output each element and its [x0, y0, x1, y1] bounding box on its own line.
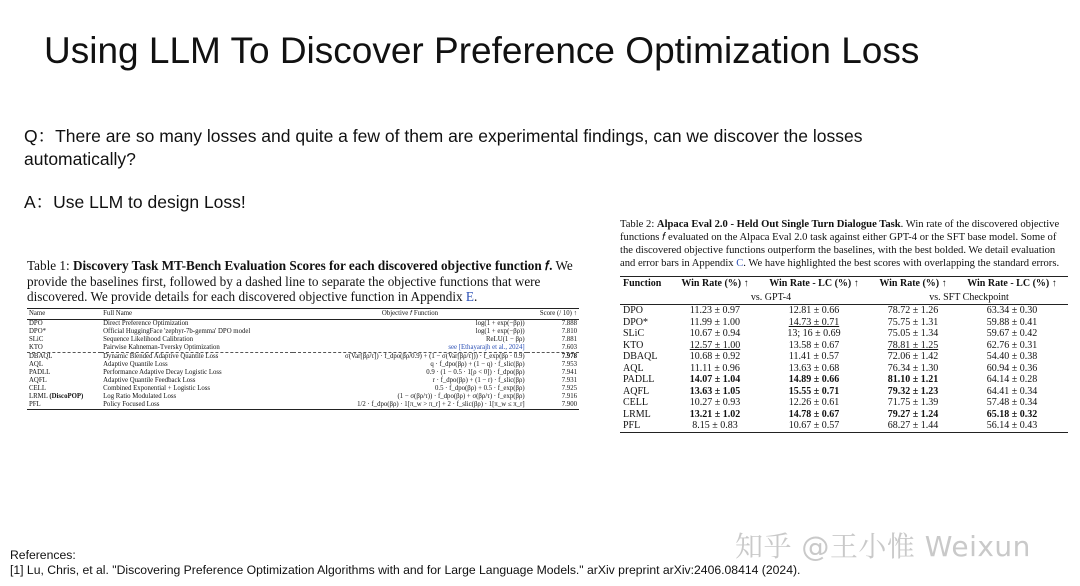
table2-cell-value: 14.78 ± 0.67	[788, 408, 840, 420]
table1-row	[27, 385, 579, 393]
table1-row	[27, 393, 579, 401]
table2-appendix-link[interactable]: C	[736, 258, 744, 269]
table1-cell-name	[27, 393, 101, 401]
table1-row	[27, 344, 579, 353]
table1-caption	[27, 258, 579, 305]
table1-cell-name: DBAQL	[27, 352, 101, 361]
table2-row	[620, 397, 1068, 409]
table1-row	[27, 336, 579, 344]
table2-cell-value: 79.32 ± 1.23	[887, 385, 939, 397]
table2-cell-function: KTO	[623, 339, 644, 351]
table1-row	[27, 377, 579, 385]
table1-cell-full-name: Log Ratio Modulated Loss	[103, 392, 177, 400]
table1-cell-full-name: Policy Focused Loss	[101, 401, 293, 410]
table1-cell-name: DPO*	[29, 327, 46, 335]
table2-row	[620, 328, 1068, 340]
table1-cell-objective: log(1 + exp(−βρ))	[475, 319, 525, 327]
table2-header-row	[620, 277, 1068, 291]
table2-cell-value: 76.34 ± 1.30	[887, 362, 939, 374]
table2-label: Table 2:	[620, 219, 655, 230]
table1-cell-score: 7.931	[561, 376, 577, 384]
table1-cell-objective: (1 − σ(βρ/τ)) · f_dpo(βρ) + σ(βρ/τ) · f_exp(βρ)	[397, 392, 525, 400]
table2-cell-function: DPO	[623, 305, 644, 316]
table2-caption	[620, 218, 1068, 270]
table2-cell-value: 12.26 ± 0.61	[788, 397, 840, 408]
table2-cell-value: 15.55 ± 0.71	[788, 385, 840, 397]
table2-row	[620, 351, 1068, 363]
table1-cell-name: AQFL	[29, 376, 47, 384]
table1-row	[27, 352, 579, 361]
table2-cell-value: 10.27 ± 0.93	[689, 397, 741, 408]
table2-cell-value: 81.10 ± 1.21	[887, 374, 939, 385]
table1-cell-name-extra: (DiscoPOP)	[49, 392, 84, 400]
table1-cell-name: AQL	[29, 360, 43, 368]
table2-cell-value: 71.75 ± 1.39	[887, 397, 939, 408]
reference-item: [1] Lu, Chris, et al. "Discovering Preference Optimization Algorithms with and for Large Language Models." arXiv preprint arXiv:2406.08414 (2024).	[10, 563, 801, 577]
table2-cell-value: 13.58 ± 0.67	[788, 339, 840, 351]
table1-cell-objective: log(1 + exp(−βρ))	[475, 327, 525, 335]
table2-subheader-sft: vs. SFT Checkpoint	[870, 291, 1068, 305]
table2-cell-value: 56.14 ± 0.43	[956, 420, 1068, 432]
table2-cell-value: 10.68 ± 0.92	[689, 351, 741, 362]
table1-cell-objective: 0.5 · f_dpo(βρ) + 0.5 · f_exp(βρ)	[434, 384, 525, 392]
table2-cell-value: 57.48 ± 0.34	[986, 397, 1038, 408]
table1-cell-name: KTO	[29, 343, 43, 351]
table2-cell-value: 10.67 ± 0.57	[758, 420, 870, 432]
table1-header-score: Score (/ 10) ↑	[527, 308, 579, 319]
table1-cell-objective: 1/2 · f_dpo(βρ) · 1[π_w > π_r] + 2 · f_slic(βρ) · 1[π_w ≤ π_r]	[293, 401, 526, 410]
table1-cell-score: 7.603	[561, 343, 577, 351]
table2-cell-value: 14.07 ± 1.04	[689, 374, 741, 385]
table2-row	[620, 374, 1068, 386]
table2-cell-value: 13.63 ± 0.68	[788, 362, 840, 374]
table1-cell-objective: σ(Var[βρ/τ]) · f_dpo(βρ/0.9) + (1 − σ(Var[βρ/τ])) · f_exp(βρ · 0.9)	[293, 352, 526, 361]
table1-bold-title: Discovery Task MT-Bench Evaluation Scores for each discovered objective function	[72, 258, 542, 273]
table2-header-winrate-lc-sft: Win Rate - LC (%) ↑	[956, 277, 1068, 291]
table2-cell-value: 75.05 ± 1.34	[887, 328, 939, 339]
table1-cell-objective: see [Ethayarajh et al., 2024]	[448, 343, 525, 351]
table2-cell-function: PFL	[620, 420, 672, 432]
table2-cell-value: 13.63 ± 1.05	[689, 385, 741, 397]
table1-cell-score: 7.888	[561, 319, 577, 327]
table2-row	[620, 409, 1068, 421]
table2-cell-value: 78.72 ± 1.26	[887, 305, 939, 316]
table1-cell-full-name: Dynamic Blended Adaptive Quantile Loss	[101, 352, 293, 361]
table1-cell-score: 7.881	[561, 335, 577, 343]
table2-cell-value: 12.57 ± 1.00	[689, 339, 741, 351]
table2-header-winrate-gpt4: Win Rate (%) ↑	[672, 277, 758, 291]
table2-cell-value: 79.27 ± 1.24	[887, 408, 939, 420]
table2-row	[620, 363, 1068, 375]
table1-cell-score: 7.925	[561, 384, 577, 392]
table1-header-name: Name	[27, 308, 101, 319]
table2-cell-value: 13; 16 ± 0.69	[787, 328, 841, 339]
table2-cell-value: 59.67 ± 0.42	[986, 328, 1038, 339]
table2-cell-value: 54.40 ± 0.38	[986, 351, 1038, 362]
table1-cell-objective: 0.9 · (1 − 0.5 · 1[ρ < 0]) · f_dpo(βρ)	[426, 368, 525, 376]
table2-cell-value: 64.14 ± 0.28	[986, 374, 1038, 385]
table1-caption-end: .	[473, 289, 478, 304]
table2-caption-end: . We have highlighted the best scores with overlapping the standard errors.	[743, 258, 1060, 269]
table1-cell-name-text: LRML	[29, 392, 48, 400]
zhihu-watermark: 知乎 @王小惟 Weixun	[735, 530, 1031, 563]
table2-cell-value: 11.11 ± 0.96	[690, 362, 740, 374]
table2-cell-value: 62.76 ± 0.31	[986, 339, 1038, 351]
table1-cell-full-name: Sequence Likelihood Calibration	[103, 335, 193, 343]
table2-row	[620, 317, 1068, 329]
table1-row	[27, 319, 579, 328]
table1-cell-full-name: Performance Adaptive Decay Logistic Loss	[103, 368, 222, 376]
table1-cell-full-name: Direct Preference Optimization	[103, 319, 189, 327]
table2-cell-value: 12.81 ± 0.66	[788, 305, 840, 316]
table2-figure	[620, 218, 1068, 433]
table2-cell-function: AQL	[623, 362, 644, 374]
table1-cell-score: 7.900	[527, 401, 579, 410]
table2-cell-function: DPO*	[623, 316, 649, 328]
table1-cell-objective: q · f_dpo(βρ) + (1 − q) · f_slic(βρ)	[430, 360, 525, 368]
table1-row	[27, 369, 579, 377]
table2-row	[620, 386, 1068, 398]
table2-cell-value: 72.06 ± 1.42	[887, 351, 939, 362]
table1-caption-body: We provide the baselines first, followed by a dashed line to separate the objective functions that were discovered. We provide details for each discovered objective function in Appendix	[27, 258, 573, 304]
slide-title: Using LLM To Discover Preference Optimization Loss	[44, 30, 920, 71]
table1-cell-score: 7.953	[561, 360, 577, 368]
answer-text: A：Use LLM to design Loss!	[24, 192, 246, 212]
table2-cell-value: 11.99 ± 1.00	[689, 316, 741, 328]
table2-header-winrate-lc-gpt4: Win Rate - LC (%) ↑	[758, 277, 870, 291]
table2-subheader-row	[620, 291, 1068, 305]
table2-header-winrate-sft: Win Rate (%) ↑	[870, 277, 956, 291]
table2	[620, 276, 1068, 433]
table2-header-function: Function	[620, 277, 672, 291]
table1-cell-name: PADLL	[29, 368, 51, 376]
table1	[27, 308, 579, 410]
table1-cell-score: 7.810	[561, 327, 577, 335]
references	[10, 548, 800, 578]
table1-header-objective: Objective 𝑓 Function	[293, 308, 526, 319]
table2-cell-value: 13.21 ± 1.02	[689, 408, 741, 420]
table2-cell-value: 63.34 ± 0.30	[986, 305, 1038, 316]
table1-figure	[27, 258, 579, 410]
table2-cell-value: 10.67 ± 0.94	[689, 328, 741, 339]
table2-cell-function: CELL	[623, 397, 648, 408]
table1-cell-objective: ReLU(1 − βρ)	[486, 335, 525, 343]
table1-label: Table 1:	[27, 258, 70, 273]
table2-cell-value: 14.89 ± 0.66	[788, 374, 840, 385]
table2-cell-value: 11.41 ± 0.57	[788, 351, 840, 362]
table1-header-row	[27, 308, 579, 319]
table2-cell-function: PADLL	[623, 374, 655, 385]
table2-caption-body: . Win rate of the discovered objective functions 𝑓 evaluated on the Alpaca Eval 2.0 task against either GPT-4 or the SFT base model. Some of the discovered objective functions outperform the baselines, with the best bolded. We detail evaluation and error bars in Appendix	[620, 219, 1060, 269]
references-heading: References:	[10, 548, 76, 562]
table1-cell-name: CELL	[29, 384, 46, 392]
table2-cell-value: 8.15 ± 0.83	[672, 420, 758, 432]
table1-cell-full-name: Official HuggingFace 'zephyr-7b-gemma' DPO model	[103, 327, 251, 335]
table1-cell-full-name: Combined Exponential + Logistic Loss	[103, 384, 211, 392]
table1-row	[27, 328, 579, 336]
table2-row	[620, 420, 1068, 432]
table2-cell-function: LRML	[623, 408, 651, 420]
table2-cell-value: 60.94 ± 0.36	[986, 362, 1038, 374]
table2-cell-value: 65.18 ± 0.32	[986, 408, 1038, 420]
table1-cell-full-name: Pairwise Kahneman-Tversky Optimization	[103, 343, 220, 351]
table1-cell-objective: r · f_dpo(βρ) + (1 − r) · f_slic(βρ)	[432, 376, 525, 384]
table1-cell-full-name: Adaptive Quantile Feedback Loss	[103, 376, 196, 384]
table1-row	[27, 401, 579, 410]
table2-bold-title: Alpaca Eval 2.0 - Held Out Single Turn Dialogue Task	[656, 219, 901, 230]
table1-cell-name: SLiC	[29, 335, 44, 343]
table2-cell-value: 64.41 ± 0.34	[986, 385, 1038, 397]
table1-cell-name: DPO	[29, 319, 43, 327]
table2-row	[620, 340, 1068, 352]
table2-cell-value: 75.75 ± 1.31	[887, 316, 939, 328]
table2-cell-function: SLiC	[623, 328, 645, 339]
table1-appendix-link[interactable]: E	[465, 289, 474, 304]
table2-cell-value: 68.27 ± 1.44	[870, 420, 956, 432]
table2-cell-value: 59.88 ± 0.41	[986, 316, 1038, 328]
table1-cell-score: 7.916	[561, 392, 577, 400]
table2-cell-value: 78.81 ± 1.25	[887, 339, 939, 351]
table2-subheader-gpt4: vs. GPT-4	[672, 291, 870, 305]
table1-cell-full-name: Adaptive Quantile Loss	[103, 360, 168, 368]
table1-cell-score: 7.978	[527, 352, 579, 361]
table2-cell-function: AQFL	[623, 385, 650, 397]
table2-cell-value: 11.23 ± 0.97	[689, 305, 741, 316]
table1-cell-score: 7.941	[561, 368, 577, 376]
table2-cell-value: 14.73 ± 0.71	[788, 316, 840, 328]
question-text: Q：There are so many losses and quite a few of them are experimental findings, can we discover the losses automatically?	[24, 126, 863, 169]
table2-row	[620, 305, 1068, 317]
table2-subheader-blank	[620, 291, 672, 305]
table1-bold-title-end: 𝑓.	[545, 258, 553, 273]
table1-cell-name: PFL	[27, 401, 101, 410]
table2-cell-function: DBAQL	[623, 351, 658, 362]
table1-row	[27, 361, 579, 369]
table1-header-full-name: Full Name	[101, 308, 293, 319]
